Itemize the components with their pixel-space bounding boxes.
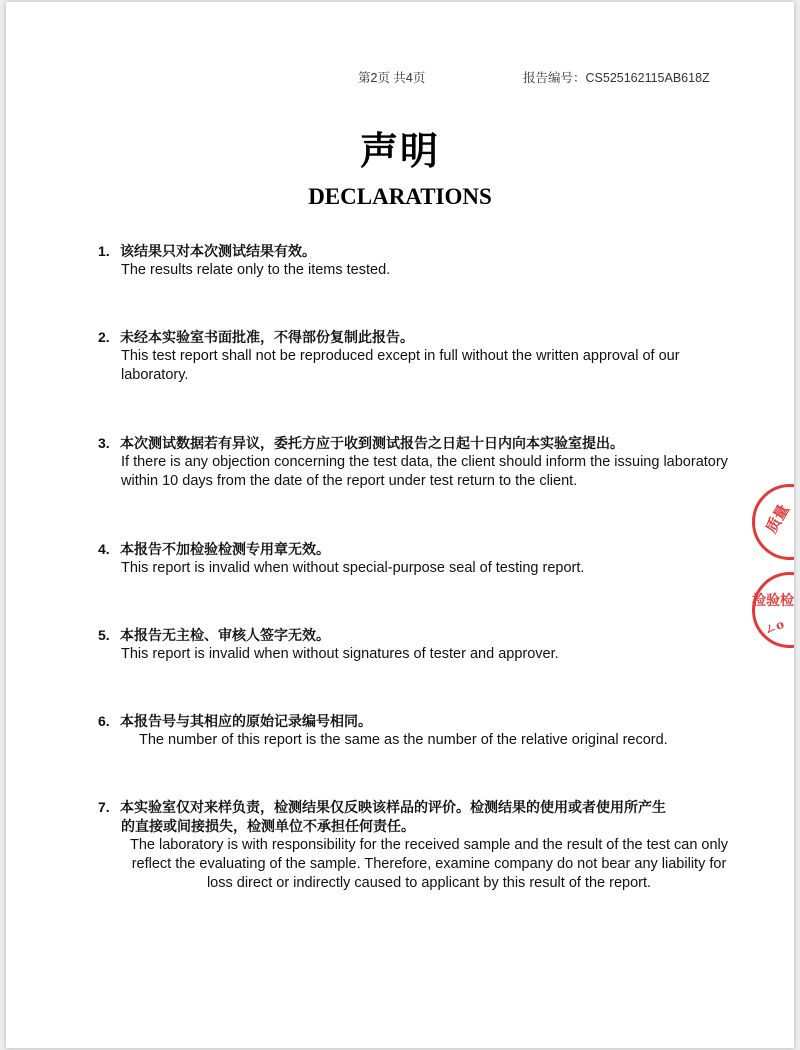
declaration-number: 1. — [98, 243, 110, 259]
declaration-cn-text: 未经本实验室书面批准，不得部份复制此报告。 — [120, 329, 414, 345]
declaration-cn-text: 本报告无主检、审核人签字无效。 — [120, 627, 330, 643]
declaration-item-6 — [98, 712, 748, 750]
declaration-en-text: The results relate only to the items tested. — [121, 262, 391, 278]
declaration-number: 4. — [98, 541, 110, 557]
declaration-number: 2. — [98, 329, 110, 345]
declaration-cn-text: 本报告不加检验检测专用章无效。 — [120, 541, 330, 557]
seal-text-3: ㄥo — [762, 616, 786, 637]
declaration-number: 5. — [98, 627, 110, 643]
declaration-cn-text: 本次测试数据若有异议，委托方应于收到测试报告之日起十日内向本实验室提出。 — [120, 435, 624, 451]
declaration-item-2 — [98, 328, 748, 385]
declaration-item-3 — [98, 434, 748, 491]
declaration-number: 6. — [98, 713, 110, 729]
declaration-cn-text: 本报告号与其相应的原始记录编号相同。 — [120, 713, 372, 729]
declaration-item-4 — [98, 540, 748, 578]
declaration-en-text: If there is any objection concerning the test data, the client should inform the issuing laboratory within 10 days from the date of the report under test return to the client. — [121, 454, 728, 489]
declaration-en-text: This report is invalid when without signatures of tester and approver. — [121, 646, 559, 662]
declaration-number: 3. — [98, 435, 110, 451]
declaration-cn-text: 该结果只对本次测试结果有效。 — [120, 243, 316, 259]
declaration-en-text: The laboratory is with responsibility for the received sample and the result of the test can only reflect the evaluating of the sample. Therefore, examine company do not bear any liability for loss direct or indirectly caused to applicant by this result of the report. — [129, 837, 729, 891]
document-page — [6, 2, 794, 1048]
title-english: DECLARATIONS — [308, 184, 492, 209]
declaration-item-1 — [98, 242, 748, 280]
declaration-en-text: The number of this report is the same as the number of the relative original record. — [139, 732, 668, 748]
declaration-item-5 — [98, 626, 748, 664]
declaration-en-text: This test report shall not be reproduced except in full without the written approval of our laboratory. — [121, 348, 680, 383]
title-chinese: 声明 — [359, 128, 440, 173]
seal-text-1: 质量 — [762, 501, 793, 537]
seal-stamp-2 — [752, 572, 794, 648]
declaration-cn-continuation: 的直接或间接损失，检测单位不承担任何责任。 — [121, 818, 415, 834]
page-number: 第2页 共4页 — [358, 71, 426, 85]
report-number: 报告编号：CS525162115AB618Z — [523, 71, 710, 85]
declaration-cn-text: 本实验室仅对来样负责，检测结果仅反映该样品的评价。检测结果的使用或者使用所产生 — [120, 799, 666, 815]
declaration-item-7 — [98, 798, 748, 893]
declaration-number: 7. — [98, 799, 110, 815]
declaration-en-text: This report is invalid when without special-purpose seal of testing report. — [121, 560, 585, 576]
seal-text-2: 检验检 — [752, 593, 794, 609]
